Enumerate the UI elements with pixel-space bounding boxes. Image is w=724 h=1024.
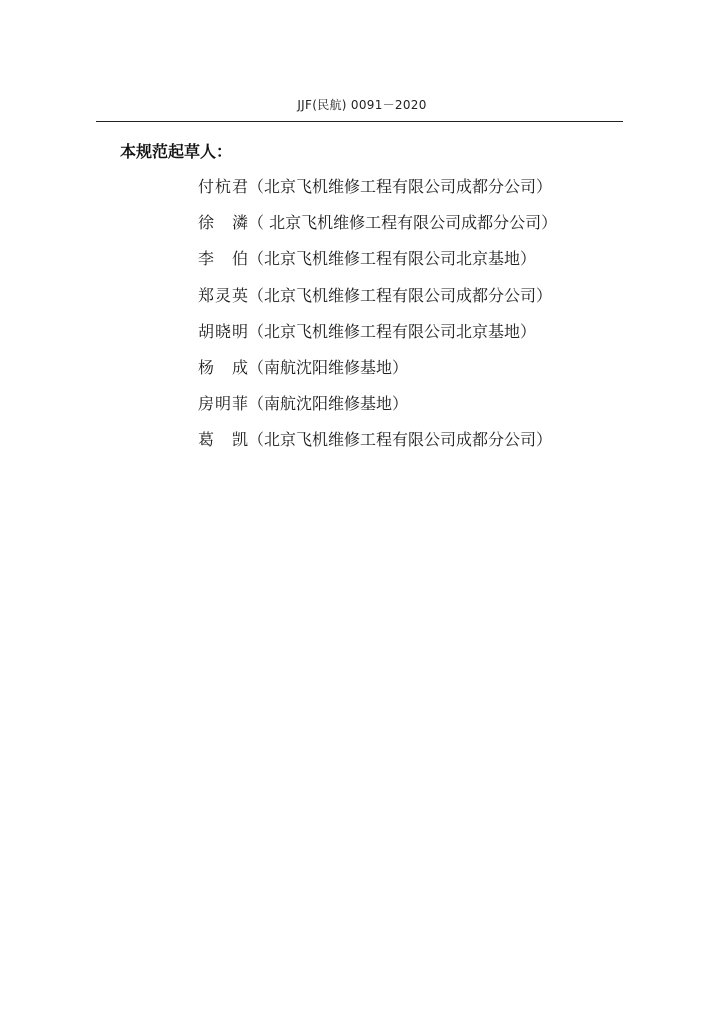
drafter-organization: （北京飞机维修工程有限公司成都分公司） [248, 285, 553, 305]
drafter-entry [198, 285, 557, 321]
drafter-list [198, 176, 557, 466]
drafter-name: 郑灵英 [198, 285, 248, 305]
drafter-organization: （北京飞机维修工程有限公司北京基地） [248, 321, 537, 341]
drafter-name: 李 伯 [198, 249, 248, 269]
drafter-organization: （南航沈阳维修基地） [248, 394, 409, 414]
drafter-entry [198, 357, 557, 393]
drafter-entry [198, 212, 557, 248]
drafter-name: 胡晓明 [198, 321, 248, 341]
drafter-organization: （北京飞机维修工程有限公司成都分公司） [248, 430, 553, 450]
header-rule [96, 121, 623, 122]
document-code-header: JJF(民航) 0091－2020 [297, 98, 427, 112]
drafter-entry [198, 429, 557, 465]
drafter-organization: （南航沈阳维修基地） [248, 357, 409, 377]
drafter-organization: （ 北京飞机维修工程有限公司成都分公司） [248, 213, 558, 233]
drafter-organization: （北京飞机维修工程有限公司北京基地） [248, 249, 537, 269]
drafter-entry [198, 248, 557, 284]
drafter-entry [198, 321, 557, 357]
drafter-name: 杨 成 [198, 357, 248, 377]
drafter-name: 付杭君 [198, 177, 248, 196]
drafter-entry [198, 393, 557, 429]
section-title: 本规范起草人： [120, 142, 233, 161]
drafter-name: 房明菲 [198, 394, 248, 414]
drafter-entry [198, 176, 557, 212]
drafter-name: 葛 凯 [198, 430, 248, 450]
drafter-name: 徐 潾 [198, 213, 248, 233]
drafter-organization: （北京飞机维修工程有限公司成都分公司） [248, 177, 553, 196]
